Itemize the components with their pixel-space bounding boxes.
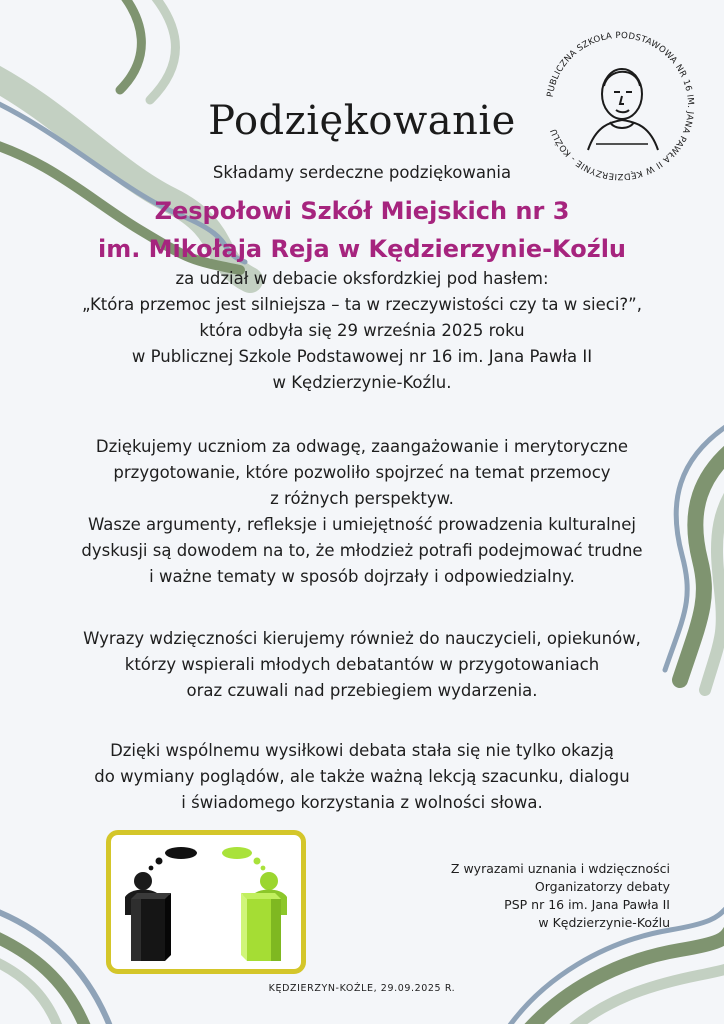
thanks-teachers-line: oraz czuwali nad przebiegiem wydarzenia. <box>186 681 538 700</box>
page-title: Podziękowanie <box>208 98 516 144</box>
thanks-teachers-paragraph <box>20 626 704 704</box>
thanks-students-line: z różnych perspektyw. <box>270 489 454 508</box>
event-line: „Która przemoc jest silniejsza – ta w rzeczywistości czy ta w sieci?”, <box>82 295 642 314</box>
closing-line: do wymiany poglądów, ale także ważną lekcją szacunku, dialogu <box>94 767 630 786</box>
green-figure-icon <box>241 872 287 961</box>
thanks-students-line: Dziękujemy uczniom za odwagę, zaangażowanie i merytoryczne <box>95 437 629 456</box>
event-line: w Kędzierzynie-Koźlu. <box>272 373 452 392</box>
event-paragraph <box>20 266 704 396</box>
speech-bubble-icon <box>149 847 197 870</box>
signature-block <box>420 860 670 932</box>
signature-line: PSP nr 16 im. Jana Pawła II <box>504 897 670 912</box>
thanks-teachers-line: którzy wspierali młodych debatantów w przygotowaniach <box>124 655 600 674</box>
place-date: KĘDZIERZYN-KOŹLE, 29.09.2025 R. <box>268 983 456 994</box>
recipient-line: Zespołowi Szkół Miejskich nr 3 <box>154 197 570 225</box>
thanks-teachers-line: Wyrazy wdzięczności kierujemy również do nauczycieli, opiekunów, <box>83 629 641 648</box>
thanks-students-line: dyskusji są dowodem na to, że młodzież potrafi podejmować trudne <box>81 541 643 560</box>
thanks-students-line: i ważne tematy w sposób dojrzały i odpowiedzialny. <box>149 567 575 586</box>
signature-line: w Kędzierzynie-Koźlu <box>538 915 670 930</box>
closing-paragraph <box>20 738 704 816</box>
debate-illustration <box>106 830 306 974</box>
thanks-students-line: przygotowanie, które pozwoliło spojrzeć na temat przemocy <box>113 463 611 482</box>
lead-text: Składamy serdeczne podziękowania <box>212 163 512 182</box>
event-line: w Publicznej Szkole Podstawowej nr 16 im. Jana Pawła II <box>131 347 593 366</box>
thanks-students-paragraph <box>20 434 704 590</box>
debate-figures-image <box>111 835 301 969</box>
signature-line: Z wyrazami uznania i wdzięczności <box>450 861 670 876</box>
signature-line: Organizatorzy debaty <box>534 879 670 894</box>
speech-bubble-icon <box>222 847 265 870</box>
closing-line: Dzięki wspólnemu wysiłkowi debata stała się nie tylko okazją <box>110 741 614 760</box>
svg-text:PUBLICZNA SZKOŁA PODSTAWOWA NR: PUBLICZNA SZKOŁA PODSTAWOWA NR 16 IM. JANA PAWŁA II W KĘDZIERZYNIE - KOŹLU <box>545 30 696 182</box>
wave-bottom-left <box>0 905 115 1024</box>
recipient-line: im. Mikołaja Reja w Kędzierzynie-Koźlu <box>97 235 627 263</box>
event-line: za udział w debacie oksfordzkiej pod hasłem: <box>175 269 549 288</box>
recipient-block <box>0 192 724 268</box>
closing-line: i świadomego korzystania z wolności słowa. <box>181 793 543 812</box>
thanks-students-line: Wasze argumenty, refleksje i umiejętność prowadzenia kulturalnej <box>88 515 636 534</box>
black-figure-icon <box>125 872 171 961</box>
event-line: która odbyła się 29 września 2025 roku <box>199 321 525 340</box>
